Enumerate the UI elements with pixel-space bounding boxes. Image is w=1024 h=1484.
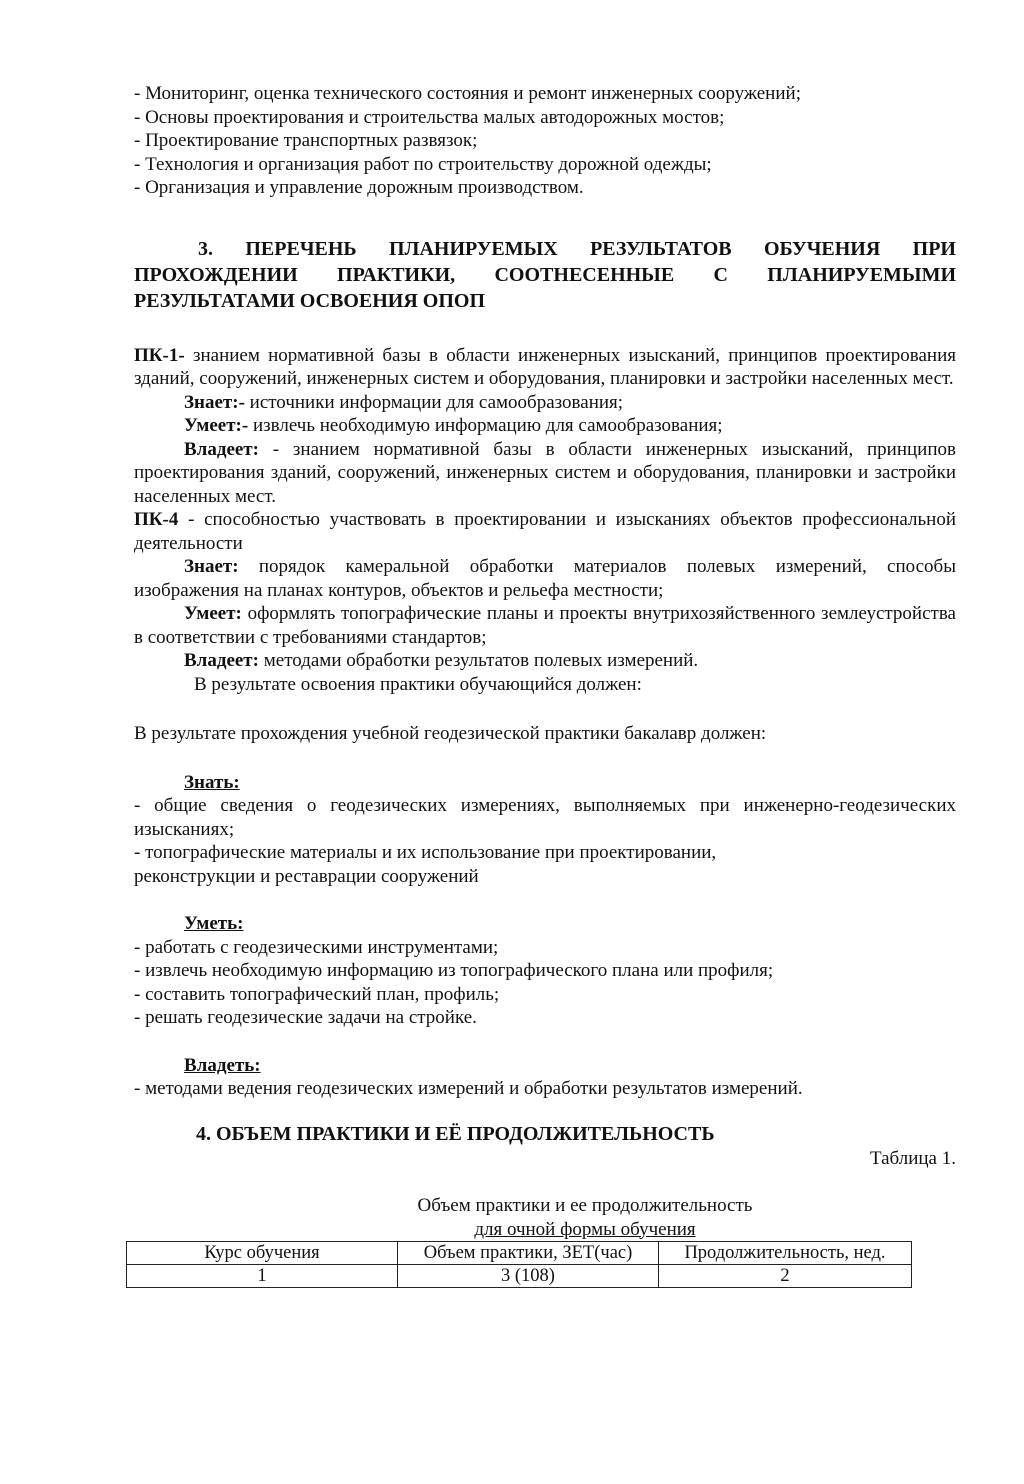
list-item: - Мониторинг, оценка технического состояния и ремонт инженерных сооружений; — [134, 83, 801, 104]
table-cell: 3 (108) — [398, 1265, 659, 1288]
pk1-know-text: источники информации для самообразования; — [244, 391, 624, 413]
own-heading — [134, 1054, 956, 1078]
can-heading-text: Уметь: — [184, 913, 244, 934]
pk1-know — [134, 391, 956, 415]
pk1-text: знанием нормативной базы в области инженерных изысканий, принципов проектирования зданий, сооружений, инженерных систем и оборудования, планировки и застройки населенных мест. — [134, 344, 956, 389]
list-item: - Технология и организация работ по строительству дорожной одежды; — [134, 153, 712, 175]
pk4-code: ПК-4 — [134, 509, 179, 530]
table-title-line1: Объем практики и ее продолжительность — [417, 1195, 753, 1216]
pk1-can-text: извлечь необходимую информацию для самообразования; — [248, 415, 723, 436]
table-cell: 1 — [127, 1265, 398, 1288]
pk4-text: - способностью участвовать в проектировании и изысканиях объектов профессиональной деятельности — [134, 509, 956, 554]
section-3-title: 3. ПЕРЕЧЕНЬ ПЛАНИРУЕМЫХ РЕЗУЛЬТАТОВ ОБУЧЕНИЯ ПРИ ПРОХОЖДЕНИИ ПРАКТИКИ, СООТНЕСЕННЫЕ С ПЛАНИРУЕМЫМИ РЕЗУЛЬТАТАМИ ОСВОЕНИЯ ОПОП — [134, 237, 956, 312]
page-content — [134, 82, 956, 1288]
own-heading-text: Владеть: — [184, 1054, 261, 1076]
can-heading — [134, 912, 956, 936]
pk1-own — [134, 438, 956, 509]
section-4-title: 4. ОБЪЕМ ПРАКТИКИ И ЕЁ ПРОДОЛЖИТЕЛЬНОСТЬ — [196, 1122, 715, 1145]
pk1-paragraph — [134, 344, 956, 391]
table-header-cell: Курс обучения — [127, 1242, 398, 1265]
specialization-list — [134, 82, 956, 200]
pk4-own-label: Владеет: — [184, 650, 259, 671]
pk4-own — [134, 649, 956, 673]
know-heading-text: Знать: — [184, 771, 240, 793]
table-title-line2: для очной формы обучения — [474, 1218, 696, 1240]
pk1-can-label: Умеет:- — [184, 415, 249, 436]
can-item: - работать с геодезическими инструментами; — [134, 936, 499, 958]
pk4-can-label: Умеет: — [184, 603, 242, 624]
know-item: - общие сведения о геодезических измерениях, выполняемых при инженерно-геодезических изысканиях; — [134, 795, 956, 840]
table-header-cell: Продолжительность, нед. — [659, 1242, 912, 1265]
can-item: - извлечь необходимую информацию из топографического плана или профиля; — [134, 960, 774, 981]
table-row — [127, 1265, 912, 1288]
pk1-can — [134, 414, 956, 438]
volume-table — [126, 1241, 912, 1288]
table-cell: 2 — [659, 1265, 912, 1288]
result-intro: В результате освоения практики обучающийся должен: — [194, 673, 642, 695]
table-header-row — [127, 1242, 912, 1265]
result-bachelor: В результате прохождения учебной геодезической практики бакалавр должен: — [134, 723, 767, 744]
pk1-own-label: Владеет: — [184, 438, 259, 460]
list-item: - Проектирование транспортных развязок; — [134, 130, 478, 151]
pk4-own-text: методами обработки результатов полевых измерений. — [258, 650, 699, 671]
know-heading — [134, 771, 956, 795]
table-caption: Таблица 1. — [869, 1147, 956, 1169]
list-item: - Основы проектирования и строительства малых автодорожных мостов; — [134, 106, 725, 128]
table-header-cell: Объем практики, ЗЕТ(час) — [398, 1242, 659, 1265]
pk4-know-label: Знает: — [184, 556, 239, 577]
pk4-can — [134, 602, 956, 649]
can-item: - составить топографический план, профиль; — [134, 983, 500, 1005]
pk1-own-text: - знанием нормативной базы в области инженерных изысканий, принципов проектирования зданий, сооружений, инженерных систем и оборудования, планировки и застройки населенных мест. — [134, 438, 956, 507]
pk4-paragraph — [134, 508, 956, 555]
can-item: - решать геодезические задачи на стройке. — [134, 1007, 477, 1028]
know-item: реконструкции и реставрации сооружений — [134, 865, 479, 887]
know-item: - топографические материалы и их использование при проектировании, — [134, 842, 717, 863]
pk4-know-text: порядок камеральной обработки материалов полевых измерений, способы изображения на планах контуров, объектов и рельефа местности; — [134, 556, 956, 601]
own-item: - методами ведения геодезических измерений и обработки результатов измерений. — [134, 1078, 803, 1099]
pk1-code: ПК-1- — [134, 344, 185, 366]
pk1-know-label: Знает:- — [184, 391, 245, 413]
pk4-know — [134, 555, 956, 602]
pk4-can-text: оформлять топографические планы и проекты внутрихозяйственного землеустройства в соответствии с требованиями стандартов; — [134, 603, 956, 648]
list-item: - Организация и управление дорожным производством. — [134, 177, 584, 198]
